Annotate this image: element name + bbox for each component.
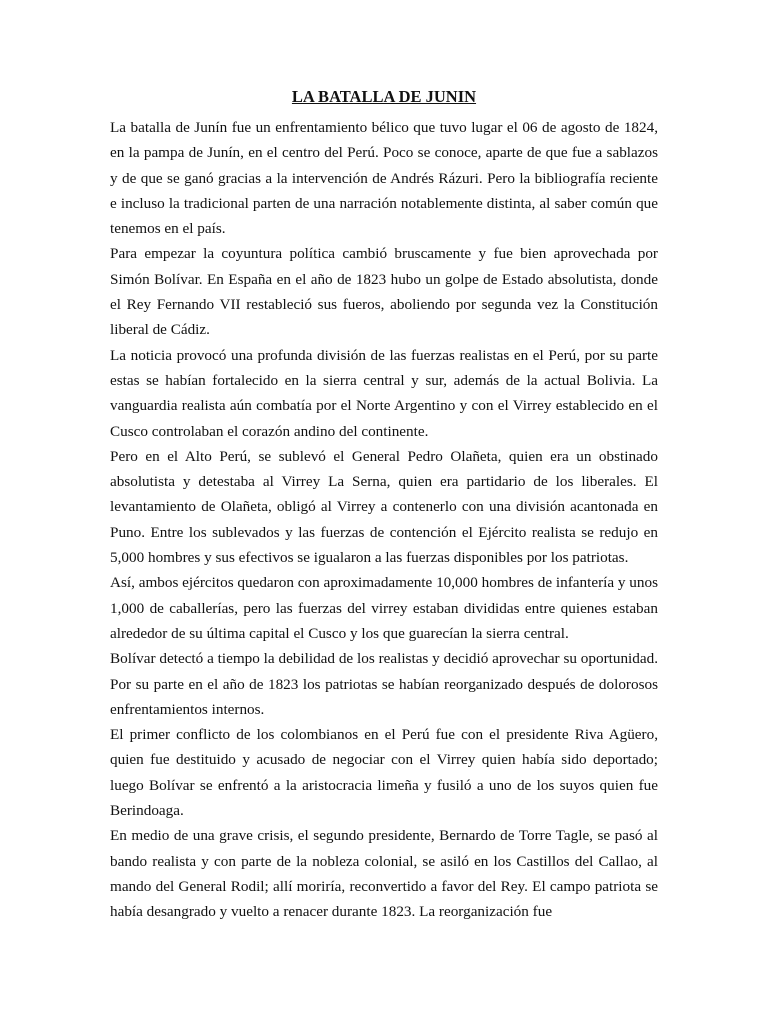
paragraph-4: Pero en el Alto Perú, se sublevó el General Pedro Olañeta, quien era un obstinado absolutista y detestaba al Virrey La Serna, quien era partidario de los liberales. El levantamiento de Olañeta, obligó al Virrey a contenerlo con una división acantonada en Puno. Entre los sublevados y las fuerzas de contención el Ejército realista se redujo en 5,000 hombres y sus efectivos se igualaron a las fuerzas disponibles por los patriotas.	[110, 447, 658, 567]
paragraph-2: Para empezar la coyuntura política cambió bruscamente y fue bien aprovechada por Simón Bolívar. En España en el año de 1823 hubo un golpe de Estado absolutista, donde el Rey Fernando VII restableció sus fueros, aboliendo por segunda vez la Constitución liberal de Cádiz.	[110, 245, 658, 339]
paragraph-7: El primer conflicto de los colombianos en el Perú fue con el presidente Riva Agüero, quien fue destituido y acusado de negociar con el Virrey quien había sido deportado; luego Bolívar se enfrentó a la aristocracia limeña y fusiló a uno de los suyos quien fue Berindoaga.	[110, 726, 658, 820]
document-body	[110, 86, 658, 925]
paragraph-5: Así, ambos ejércitos quedaron con aproximadamente 10,000 hombres de infantería y unos 1,000 de caballerías, pero las fuerzas del virrey estaban divididas entre quienes estaban alrededor de su última capital el Cusco y los que guarecían la sierra central.	[110, 574, 658, 642]
paragraph-1: La batalla de Junín fue un enfrentamiento bélico que tuvo lugar el 06 de agosto de 1824, en la pampa de Junín, en el centro del Perú. Poco se conoce, aparte de que fue a sablazos y de que se ganó gracias a la intervención de Andrés Rázuri. Pero la bibliografía reciente e incluso la tradicional parten de una narración notablemente distinta, al saber común que tenemos en el país.	[110, 119, 658, 238]
document-title: LA BATALLA DE JUNIN	[291, 87, 477, 106]
paragraph-6: Bolívar detectó a tiempo la debilidad de los realistas y decidió aprovechar su oportunidad. Por su parte en el año de 1823 los patriotas se habían reorganizado después de dolorosos enfrentamientos internos.	[110, 650, 658, 718]
paragraph-8: En medio de una grave crisis, el segundo presidente, Bernardo de Torre Tagle, se pasó al bando realista y con parte de la nobleza colonial, se asiló en los Castillos del Callao, al mando del General Rodil; allí moriría, reconvertido a favor del Rey. El campo patriota se había desangrado y vuelto a renacer durante 1823. La reorganización fue	[110, 827, 658, 921]
paragraph-3: La noticia provocó una profunda división de las fuerzas realistas en el Perú, por su parte estas se habían fortalecido en la sierra central y sur, además de la actual Bolivia. La vanguardia realista aún combatía por el Norte Argentino y con el Virrey establecido en el Cusco controlaban el corazón andino del continente.	[110, 346, 658, 440]
